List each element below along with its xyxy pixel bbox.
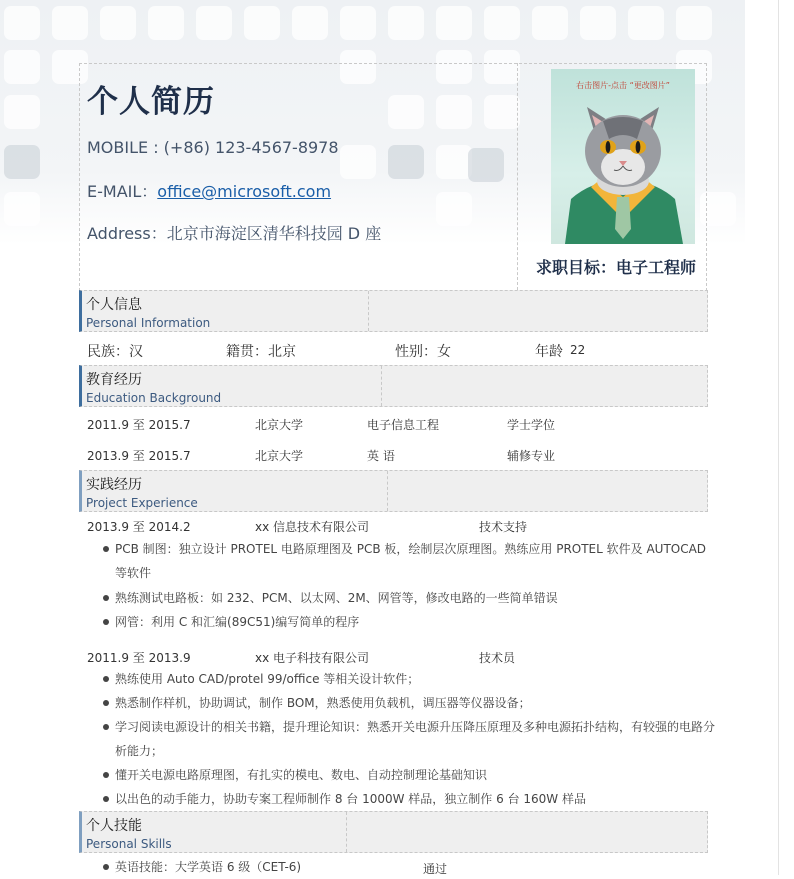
section-divider bbox=[387, 471, 388, 511]
cat-photo-icon bbox=[551, 69, 695, 244]
section-title-en: Project Experience bbox=[86, 496, 198, 510]
section-divider bbox=[381, 366, 382, 406]
ethnicity-text: 民族：汉 bbox=[87, 344, 143, 360]
section-divider bbox=[368, 291, 369, 331]
job-period: 2013.9 至 2014.2 bbox=[87, 520, 191, 534]
page-title: 个人简历 bbox=[87, 84, 215, 120]
job-period: 2011.9 至 2013.9 bbox=[87, 651, 191, 665]
list-item bbox=[103, 610, 715, 634]
section-title-cn: 个人技能 bbox=[86, 818, 142, 834]
list-item-text: 熟悉制作样机，协助调试，制作 BOM，熟悉使用负载机，调压器等仪器设备； bbox=[115, 696, 531, 710]
profile-photo[interactable] bbox=[551, 69, 695, 244]
section-skills bbox=[79, 811, 708, 853]
skill-text: 英语技能：大学英语 6 级（CET-6) bbox=[115, 860, 302, 874]
edu-degree: 辅修专业 bbox=[507, 449, 556, 463]
list-item bbox=[103, 691, 715, 715]
section-divider bbox=[346, 812, 347, 852]
edu-degree: 学士学位 bbox=[507, 418, 556, 432]
list-item bbox=[103, 537, 715, 585]
list-item bbox=[103, 763, 715, 787]
job-role: 技术支持 bbox=[479, 520, 528, 534]
job-company: xx 电子科技有限公司 bbox=[255, 651, 370, 665]
mobile-text: MOBILE : (+86) 123-4567-8978 bbox=[87, 138, 339, 157]
list-item bbox=[103, 715, 715, 763]
section-personal-info bbox=[79, 290, 708, 332]
list-item bbox=[103, 855, 433, 879]
origin-text: 籍贯：北京 bbox=[226, 344, 296, 360]
job-objective: 求职目标：电子工程师 bbox=[536, 258, 697, 277]
list-item bbox=[103, 667, 715, 691]
age-value: 22 bbox=[570, 343, 586, 357]
section-experience bbox=[79, 470, 708, 512]
job-role: 技术员 bbox=[479, 651, 516, 665]
edu-period: 2013.9 至 2015.7 bbox=[87, 449, 191, 463]
section-title-en: Personal Skills bbox=[86, 837, 172, 851]
edu-major: 电子信息工程 bbox=[367, 418, 440, 432]
list-item-text: 学习阅读电源设计的相关书籍，提升理论知识：熟悉开关电源升压降压原理及多种电源拓扑结构，有较强的电路分析能力； bbox=[115, 720, 716, 758]
gender-text: 性别：女 bbox=[395, 344, 451, 360]
list-item-text: 熟练测试电路板：如 232、PCM、以太网、2M、网管等，修改电路的一些简单错误 bbox=[115, 591, 558, 605]
section-title-cn: 个人信息 bbox=[86, 297, 142, 313]
edu-major: 英 语 bbox=[367, 449, 395, 463]
age-label: 年龄 bbox=[535, 344, 563, 360]
list-item-text: 熟练使用 Auto CAD/protel 99/office 等相关设计软件； bbox=[115, 672, 420, 686]
section-title-en: Education Background bbox=[86, 391, 222, 405]
header-divider bbox=[517, 63, 518, 290]
email-label: E-MAIL： bbox=[87, 182, 158, 201]
edu-school: 北京大学 bbox=[255, 449, 304, 463]
job-company: xx 信息技术有限公司 bbox=[255, 520, 370, 534]
photo-caption: 右击图片-点击 “更改图片” bbox=[576, 81, 670, 90]
address-text: Address：北京市海淀区清华科技园 D 座 bbox=[87, 224, 382, 243]
skill-status: 通过 bbox=[423, 862, 448, 876]
edu-period: 2011.9 至 2015.7 bbox=[87, 418, 191, 432]
list-item-text: PCB 制图：独立设计 PROTEL 电路原理图及 PCB 板，绘制层次原理图。熟练应用 PROTEL 软件及 AUTOCAD 等软件 bbox=[115, 542, 707, 580]
email-link[interactable]: office@microsoft.com bbox=[157, 182, 332, 201]
list-item-text: 以出色的动手能力，协助专案工程师制作 8 台 1000W 样品，独立制作 6 台 160W 样品 bbox=[115, 792, 586, 806]
section-title-en: Personal Information bbox=[86, 316, 211, 330]
list-item-text: 网管：利用 C 和汇编(89C51)编写简单的程序 bbox=[115, 615, 360, 629]
email-line bbox=[87, 179, 331, 202]
section-title-cn: 实践经历 bbox=[86, 477, 142, 493]
list-item bbox=[103, 787, 715, 811]
list-item-text: 懂开关电源电路原理图，有扎实的模电、数电、自动控制理论基础知识 bbox=[115, 768, 488, 782]
section-education bbox=[79, 365, 708, 407]
edu-school: 北京大学 bbox=[255, 418, 304, 432]
list-item bbox=[103, 586, 715, 610]
section-title-cn: 教育经历 bbox=[86, 372, 142, 388]
